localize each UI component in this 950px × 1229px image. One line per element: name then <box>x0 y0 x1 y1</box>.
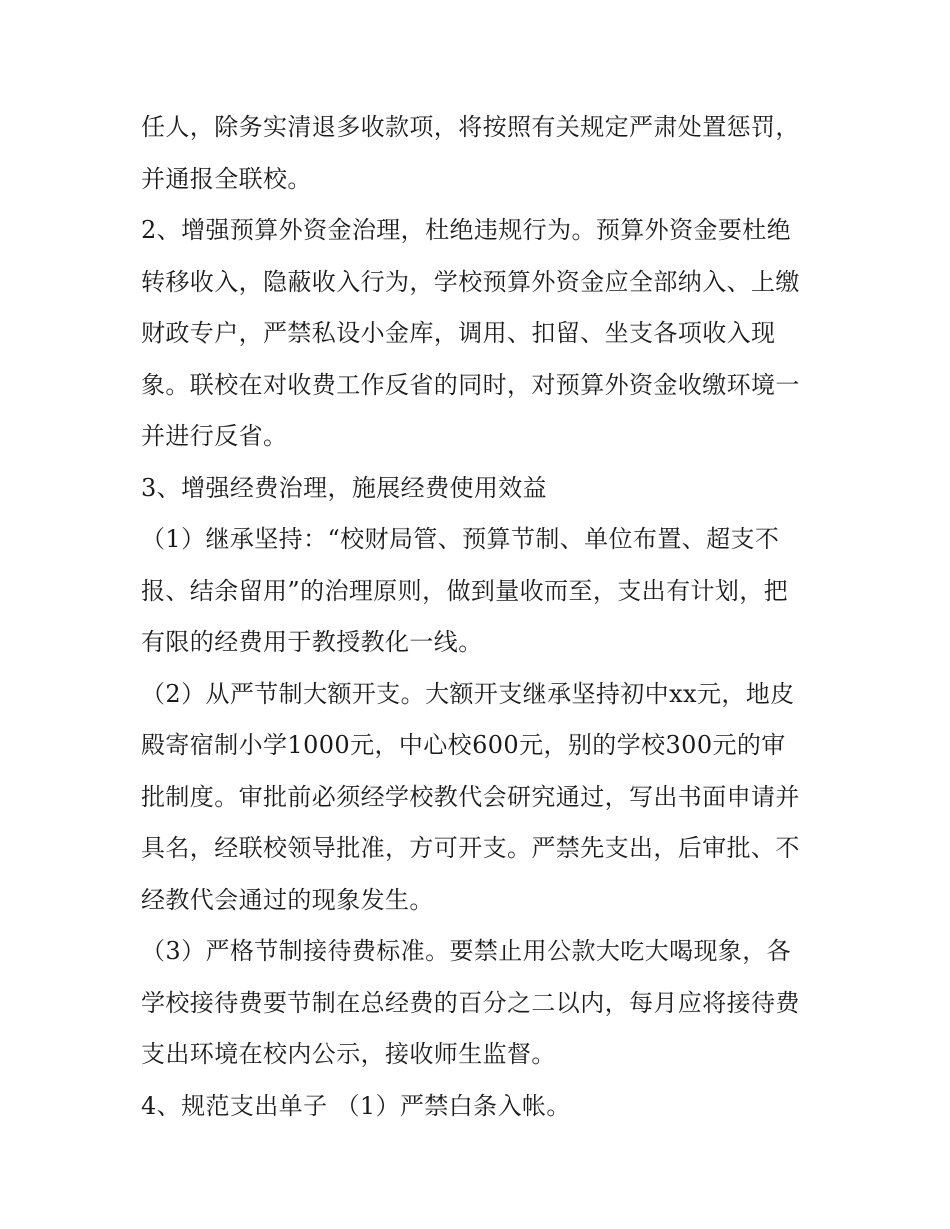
text-line-2: 并通报全联校。 <box>141 164 312 193</box>
text-line-7: 并进行反省。 <box>141 422 288 450</box>
text-line-4: 转移收入，隐蔽收入行为，学校预算外资金应全部纳入、上缴 <box>141 267 800 296</box>
text-line-16: 经教代会通过的现象发生。 <box>141 885 434 914</box>
text-line-13: 殿寄宿制小学1000元，中心校600元，别的学校300元的审 <box>141 731 786 759</box>
text-line-18: 学校接待费要节制在总经费的百分之二以内，每月应将接待费 <box>141 988 800 1017</box>
text-line-5: 财政专户，严禁私设小金库，调用、扣留、坐支各项收入现 <box>141 319 776 347</box>
text-line-14: 批制度。审批前必须经学校教代会研究通过，写出书面申请并 <box>141 782 800 811</box>
text-line-1: 任人，除务实清退多收款项，将按照有关规定严肃处置惩罚， <box>141 113 800 141</box>
text-line-15: 具名，经联校领导批准，方可开支。严禁先支出，后审批、不 <box>141 834 800 862</box>
text-line-12: （2）从严节制大额开支。大额开支继承坚持初中xx元，地皮 <box>141 679 795 708</box>
text-line-9: （1）继承坚持：“校财局管、预算节制、单位布置、超支不 <box>141 525 780 553</box>
text-line-19: 支出环境在校内公示，接收师生监督。 <box>141 1040 556 1068</box>
document-body <box>141 102 821 1132</box>
text-line-6: 象。联校在对收费工作反省的同时，对预算外资金收缴环境一 <box>141 370 800 399</box>
text-line-17: （3）严格节制接待费标准。要禁止用公款大吃大喝现象，各 <box>141 937 792 965</box>
text-line-8: 3、增强经费治理，施展经费使用效益 <box>141 473 548 502</box>
text-line-10: 报、结余留用”的治理原则，做到量收而至，支出有计划，把 <box>141 576 789 605</box>
text-line-11: 有限的经费用于教授教化一线。 <box>141 628 483 656</box>
text-line-3: 2、增强预算外资金治理，杜绝违规行为。预算外资金要杜绝 <box>141 216 792 244</box>
text-line-20: 4、规范支出单子 （1）严禁白条入帐。 <box>141 1091 571 1120</box>
